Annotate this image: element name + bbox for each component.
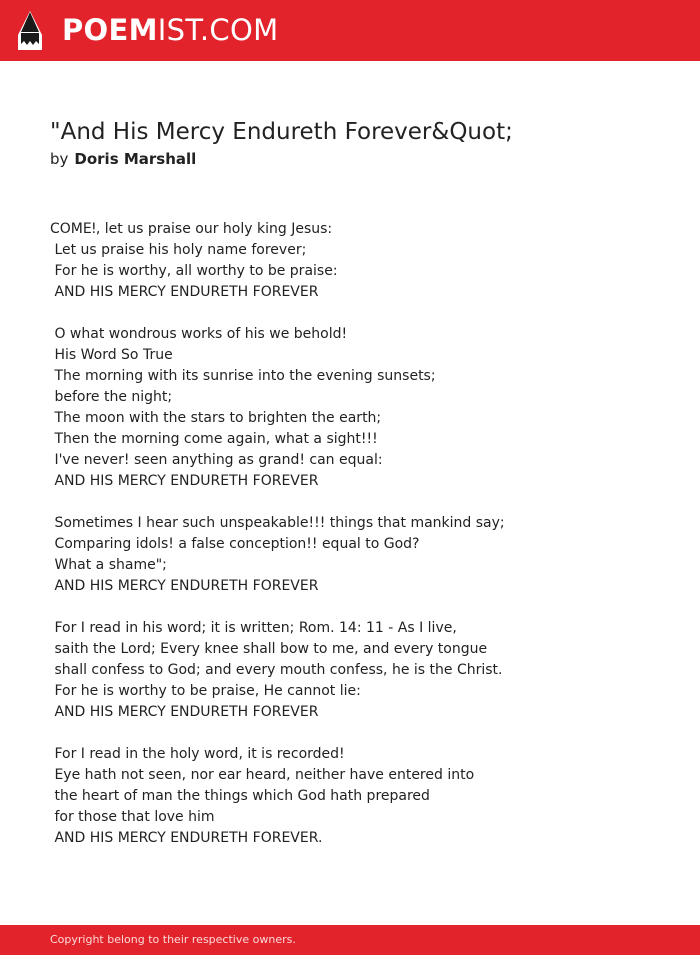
author-name: Doris Marshall (74, 150, 197, 168)
byline (50, 149, 196, 169)
poem-line: before the night; (50, 389, 173, 405)
site-header (0, 0, 700, 61)
poem-title: "And His Mercy Endureth Forever&Quot; (50, 119, 513, 145)
poem-stanza (50, 219, 660, 303)
site-logo[interactable] (62, 12, 278, 48)
poem-line: Let us praise his holy name forever; (50, 242, 307, 258)
poem-line: His Word So True (50, 347, 173, 363)
poem-line: AND HIS MERCY ENDURETH FOREVER. (50, 830, 323, 846)
poem-line: For he is worthy, all worthy to be praise: (50, 263, 338, 279)
pencil-tip-icon (17, 10, 43, 52)
poem-line: AND HIS MERCY ENDURETH FOREVER (50, 473, 319, 489)
poem-line: The morning with its sunrise into the evening sunsets; (50, 368, 436, 384)
by-label: by (50, 150, 69, 168)
poem-line: the heart of man the things which God hath prepared (50, 788, 430, 804)
poem-line: For I read in his word; it is written; Rom. 14: 11 - As I live, (50, 620, 457, 636)
poem-stanza (50, 513, 660, 597)
poem-stanza (50, 618, 660, 723)
poem-line: O what wondrous works of his we behold! (50, 326, 348, 342)
poem-line: AND HIS MERCY ENDURETH FOREVER (50, 704, 319, 720)
poem-line: AND HIS MERCY ENDURETH FOREVER (50, 284, 319, 300)
poem-line: for those that love him (50, 809, 215, 825)
poem-line: COMEǃ, let us praise our holy king Jesus: (50, 221, 333, 237)
poem-line: Comparing idols! a false conception!! equal to God? (50, 536, 420, 552)
poem-line: Eye hath not seen, nor ear heard, neither have entered into (50, 767, 475, 783)
poem-line: I've never! seen anything as grand! can equal: (50, 452, 383, 468)
poem-line: For he is worthy to be praise, He cannot lie: (50, 683, 361, 699)
poem-line: saith the Lord; Every knee shall bow to me, and every tongue (50, 641, 488, 657)
poem-stanza (50, 744, 660, 849)
site-footer (0, 925, 700, 955)
poem-line: What a shame"; (50, 557, 167, 573)
logo-text-light: IST.COM (157, 13, 279, 47)
poem-line: Then the morning come again, what a sight!!! (50, 431, 378, 447)
poem-line: AND HIS MERCY ENDURETH FOREVER (50, 578, 319, 594)
poem-line: For I read in the holy word, it is recorded! (50, 746, 345, 762)
poem-stanza (50, 324, 660, 492)
copyright-notice: Copyright belong to their respective owners. (50, 933, 296, 946)
poem-line: shall confess to God; and every mouth confess, he is the Christ. (50, 662, 503, 678)
logo-text-bold: POEM (62, 13, 158, 47)
poem-line: Sometimes I hear such unspeakable!!! things that mankind say; (50, 515, 505, 531)
poem-line: The moon with the stars to brighten the earth; (50, 410, 382, 426)
poem-body (50, 219, 660, 849)
